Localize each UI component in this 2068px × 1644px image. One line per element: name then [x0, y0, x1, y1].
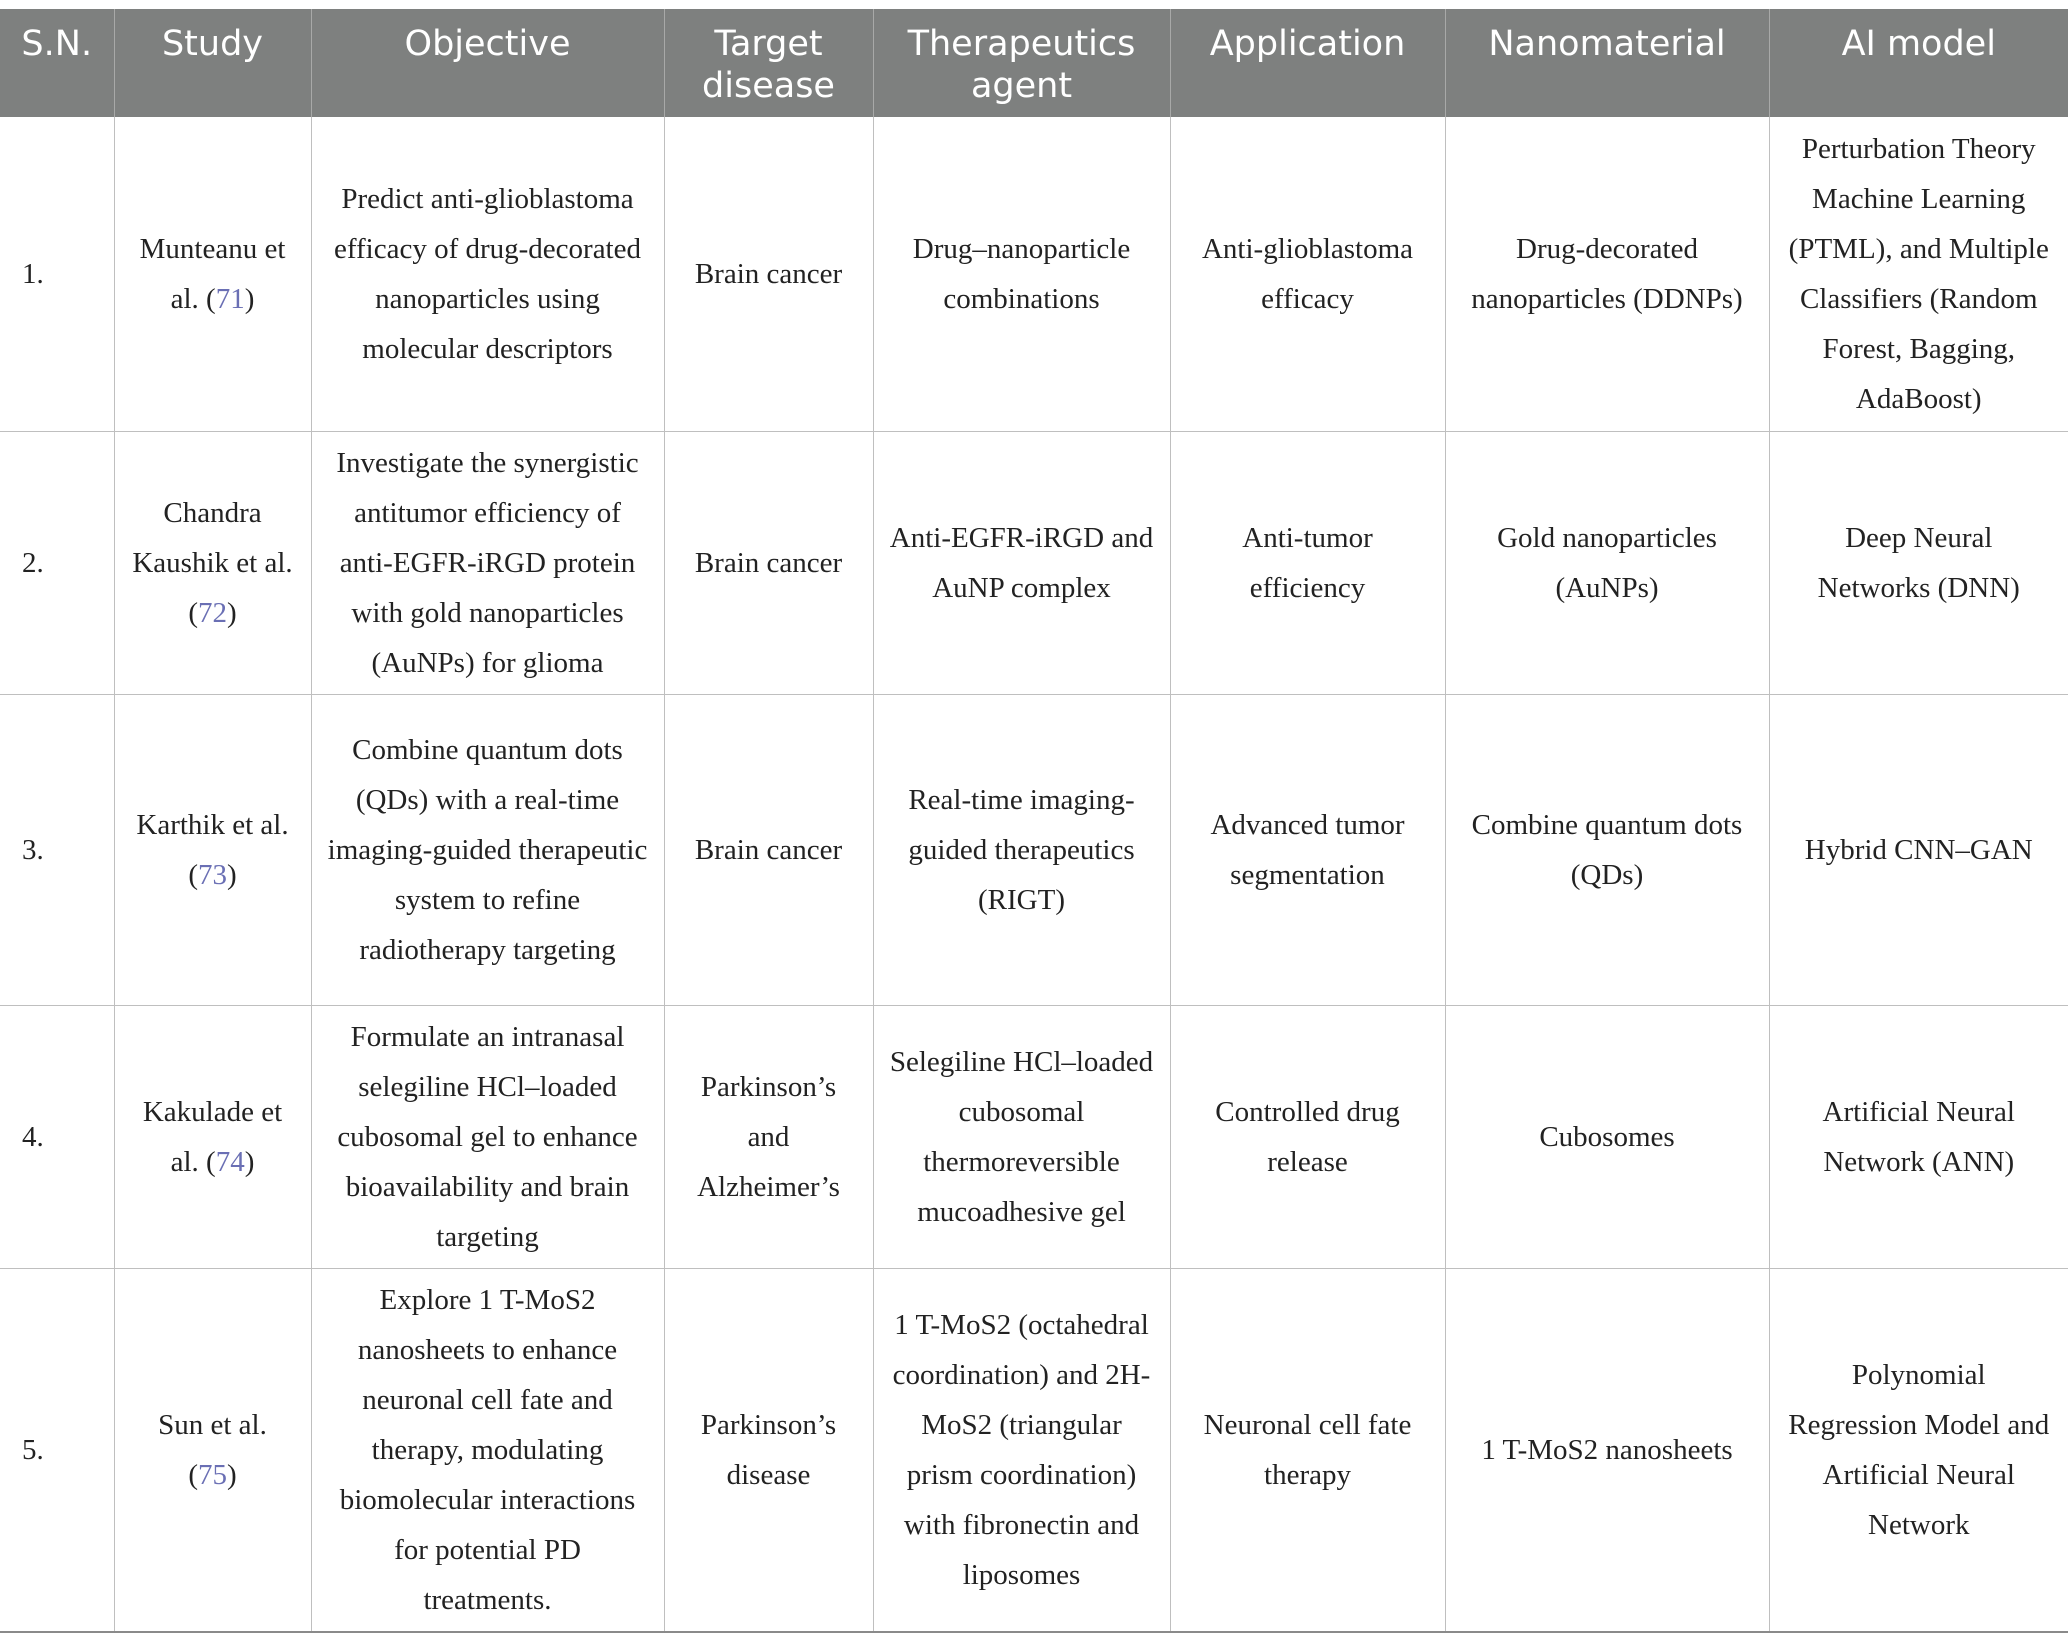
cell-nanomaterial: Drug-decorated nanoparticles (DDNPs) — [1445, 117, 1769, 431]
cell-study — [114, 1268, 311, 1632]
header-target-disease-line1: Target — [714, 24, 823, 64]
cell-therapeutics-agent: Selegiline HCl–loaded cubosomal thermoreversible mucoadhesive gel — [873, 1005, 1170, 1268]
cell-sn: 5. — [0, 1268, 114, 1632]
cell-nanomaterial: Gold nanoparticles (AuNPs) — [1445, 431, 1769, 694]
cell-sn: 4. — [0, 1005, 114, 1268]
study-close: ) — [227, 596, 237, 629]
cell-study — [114, 431, 311, 694]
header-nanomaterial: Nanomaterial — [1445, 9, 1769, 117]
cell-study — [114, 694, 311, 1005]
header-row — [0, 9, 2068, 117]
cell-objective: Formulate an intranasal selegiline HCl–loaded cubosomal gel to enhance bioavailability and brain targeting — [311, 1005, 664, 1268]
table-row — [0, 117, 2068, 431]
cell-nanomaterial: 1 T-MoS2 nanosheets — [1445, 1268, 1769, 1632]
cell-nanomaterial: Cubosomes — [1445, 1005, 1769, 1268]
table-row — [0, 1005, 2068, 1268]
cell-target-disease: Brain cancer — [664, 117, 873, 431]
cell-application: Anti-glioblastoma efficacy — [1170, 117, 1445, 431]
header-target-disease-line2: disease — [702, 66, 835, 106]
reference-link[interactable]: 72 — [198, 596, 227, 629]
study-text: Karthik et al. ( — [136, 808, 289, 891]
study-close: ) — [227, 858, 237, 891]
cell-objective: Investigate the synergistic antitumor efficiency of anti-EGFR-iRGD protein with gold nanoparticles (AuNPs) for glioma — [311, 431, 664, 694]
header-therapeutics-line2: agent — [970, 66, 1073, 106]
cell-study — [114, 117, 311, 431]
cell-objective: Combine quantum dots (QDs) with a real-time imaging-guided therapeutic system to refine radiotherapy targeting — [311, 694, 664, 1005]
header-therapeutics-line1: Therapeutics — [907, 24, 1136, 64]
cell-ai-model: Deep Neural Networks (DNN) — [1769, 431, 2068, 694]
header-therapeutics-agent — [873, 9, 1170, 117]
cell-sn: 2. — [0, 431, 114, 694]
header-target-disease — [664, 9, 873, 117]
cell-ai-model: Perturbation Theory Machine Learning (PTML), and Multiple Classifiers (Random Forest, Bagging, AdaBoost) — [1769, 117, 2068, 431]
study-text: Chandra Kaushik et al. ( — [132, 496, 293, 629]
cell-therapeutics-agent: Anti-EGFR-iRGD and AuNP complex — [873, 431, 1170, 694]
cell-application: Neuronal cell fate therapy — [1170, 1268, 1445, 1632]
reference-link[interactable]: 75 — [198, 1458, 227, 1491]
cell-sn: 1. — [0, 117, 114, 431]
cell-objective: Explore 1 T-MoS2 nanosheets to enhance neuronal cell fate and therapy, modulating biomolecular interactions for potential PD treatments. — [311, 1268, 664, 1632]
reference-link[interactable]: 73 — [198, 858, 227, 891]
header-study: Study — [114, 9, 311, 117]
cell-therapeutics-agent: Real-time imaging-guided therapeutics (RIGT) — [873, 694, 1170, 1005]
header-application: Application — [1170, 9, 1445, 117]
study-text: Sun et al. ( — [158, 1408, 267, 1491]
studies-table — [0, 9, 2068, 1633]
study-text: Kakulade et al. ( — [142, 1095, 283, 1178]
table-row — [0, 694, 2068, 1005]
cell-ai-model: Polynomial Regression Model and Artificial Neural Network — [1769, 1268, 2068, 1632]
cell-therapeutics-agent: 1 T-MoS2 (octahedral coordination) and 2H-MoS2 (triangular prism coordination) with fibronectin and liposomes — [873, 1268, 1170, 1632]
cell-target-disease: Parkinson’s disease — [664, 1268, 873, 1632]
table-row — [0, 1268, 2068, 1632]
cell-therapeutics-agent: Drug–nanoparticle combinations — [873, 117, 1170, 431]
header-sn: S.N. — [0, 9, 114, 117]
reference-link[interactable]: 71 — [215, 282, 245, 315]
study-text: Munteanu et al. ( — [139, 232, 286, 315]
study-close: ) — [244, 282, 255, 315]
header-ai-model: AI model — [1769, 9, 2068, 117]
study-close: ) — [244, 1145, 255, 1178]
cell-target-disease: Brain cancer — [664, 431, 873, 694]
cell-ai-model: Artificial Neural Network (ANN) — [1769, 1005, 2068, 1268]
cell-target-disease: Parkinson’s and Alzheimer’s — [664, 1005, 873, 1268]
cell-target-disease: Brain cancer — [664, 694, 873, 1005]
cell-nanomaterial: Combine quantum dots (QDs) — [1445, 694, 1769, 1005]
cell-study — [114, 1005, 311, 1268]
cell-application: Advanced tumor segmentation — [1170, 694, 1445, 1005]
cell-application: Controlled drug release — [1170, 1005, 1445, 1268]
header-objective: Objective — [311, 9, 664, 117]
reference-link[interactable]: 74 — [215, 1145, 245, 1178]
study-close: ) — [227, 1458, 237, 1491]
cell-application: Anti-tumor efficiency — [1170, 431, 1445, 694]
cell-sn: 3. — [0, 694, 114, 1005]
table-row — [0, 431, 2068, 694]
cell-ai-model: Hybrid CNN–GAN — [1769, 694, 2068, 1005]
cell-objective: Predict anti-glioblastoma efficacy of drug-decorated nanoparticles using molecular descriptors — [311, 117, 664, 431]
